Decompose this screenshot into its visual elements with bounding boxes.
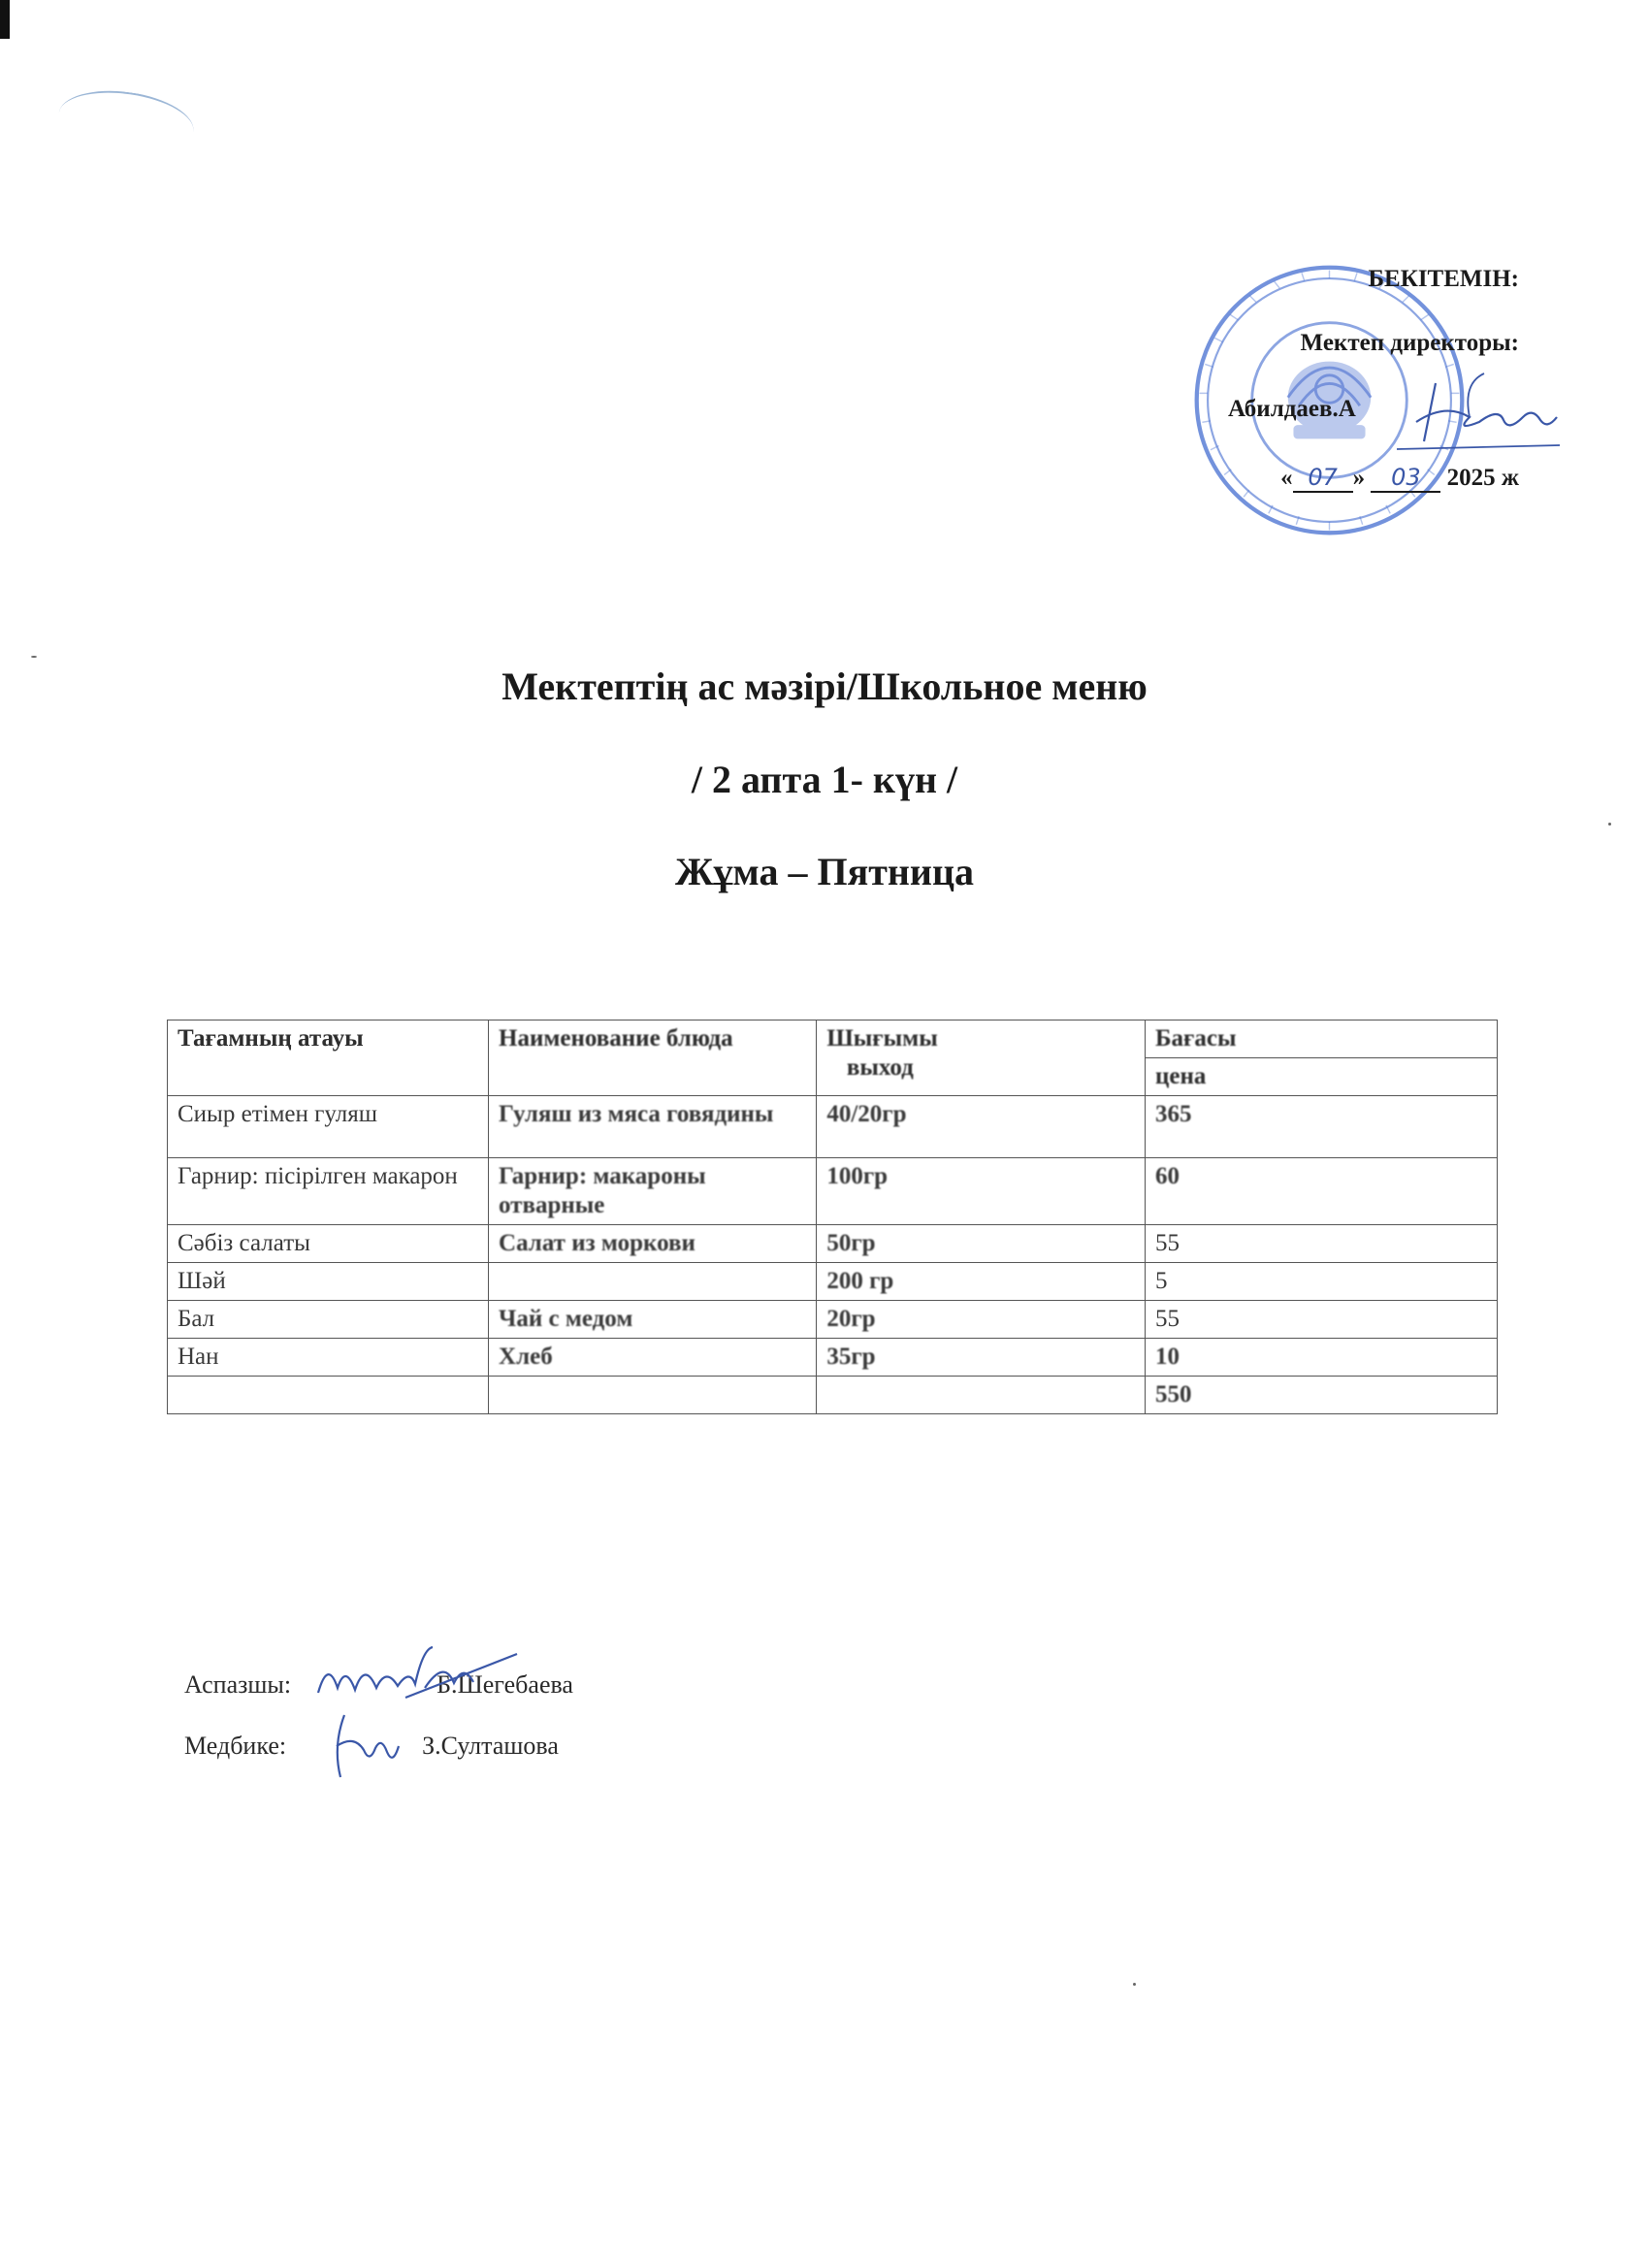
menu-table	[167, 1020, 1498, 1414]
cook-role: Аспазшы:	[184, 1670, 292, 1699]
approval-date	[1280, 464, 1519, 493]
cell-kz: Гарнир: пісірілген макарон	[168, 1158, 489, 1225]
cell-ru: Гарнир: макароны отварные	[489, 1158, 817, 1225]
cell-price: 10	[1146, 1339, 1498, 1377]
cell-price: 60	[1146, 1158, 1498, 1225]
cell-yield: 200 гр	[817, 1263, 1146, 1301]
table-row	[168, 1263, 1498, 1301]
header-price-kz: Бағасы	[1146, 1021, 1498, 1058]
approval-position: Мектеп директоры:	[1300, 330, 1519, 356]
cell-kz: Сәбіз салаты	[168, 1225, 489, 1263]
approval-title: БЕКІТЕМІН:	[1368, 266, 1519, 292]
cell-empty	[489, 1377, 817, 1414]
cell-kz: Бал	[168, 1301, 489, 1339]
scan-artifact	[54, 83, 197, 162]
total-price: 550	[1146, 1377, 1498, 1414]
cell-ru	[489, 1263, 817, 1301]
approval-block	[1145, 262, 1533, 553]
table-row	[168, 1301, 1498, 1339]
cell-yield: 20гр	[817, 1301, 1146, 1339]
nurse-role: Медбике:	[184, 1732, 287, 1760]
date-year: 2025 ж	[1446, 465, 1519, 491]
cook-name: Б.Шегебаева	[436, 1670, 573, 1699]
cell-kz: Шәй	[168, 1263, 489, 1301]
header-price-ru: цена	[1146, 1058, 1498, 1096]
cell-yield: 100гр	[817, 1158, 1146, 1225]
table-row	[168, 1096, 1498, 1158]
cell-kz: Нан	[168, 1339, 489, 1377]
table-header-row	[168, 1021, 1498, 1058]
scan-speck	[1133, 1983, 1136, 1986]
scan-speck	[1608, 823, 1611, 826]
cell-yield: 50гр	[817, 1225, 1146, 1263]
approval-name: Абилдаев.А	[1228, 396, 1356, 422]
scan-speck	[31, 656, 37, 658]
cell-price: 55	[1146, 1301, 1498, 1339]
cook-signature	[308, 1639, 522, 1717]
cell-ru: Гуляш из мяса говядины	[489, 1096, 817, 1158]
cell-ru: Хлеб	[489, 1339, 817, 1377]
cell-empty	[817, 1377, 1146, 1414]
cell-yield: 35гр	[817, 1339, 1146, 1377]
weekday-label: Жұма – Пятница	[674, 850, 975, 893]
director-signature	[1377, 364, 1562, 470]
header-yield	[817, 1021, 1146, 1096]
header-ru-name: Наименование блюда	[489, 1021, 817, 1096]
cell-yield: 40/20гр	[817, 1096, 1146, 1158]
header-yield-ru: выход	[846, 1054, 914, 1081]
cell-price: 365	[1146, 1096, 1498, 1158]
cell-ru: Чай с медом	[489, 1301, 817, 1339]
table-row	[168, 1158, 1498, 1225]
date-month: 03	[1371, 464, 1440, 493]
cell-kz: Сиыр етімен гуляш	[168, 1096, 489, 1158]
nurse-signature	[315, 1707, 403, 1785]
nurse-name: З.Султашова	[422, 1732, 559, 1760]
week-day-label: / 2 апта 1- күн /	[691, 758, 958, 801]
date-open-quote: «	[1280, 465, 1293, 491]
cell-price: 5	[1146, 1263, 1498, 1301]
header-kz-name: Тағамның атауы	[168, 1021, 489, 1096]
cell-ru: Салат из моркови	[489, 1225, 817, 1263]
cell-price: 55	[1146, 1225, 1498, 1263]
date-close-quote: »	[1352, 465, 1366, 491]
table-total-row	[168, 1377, 1498, 1414]
header-yield-kz: Шығымы	[826, 1025, 938, 1052]
cell-empty	[168, 1377, 489, 1414]
scan-corner-mark	[0, 0, 10, 39]
date-day: 07	[1293, 464, 1353, 493]
table-row	[168, 1339, 1498, 1377]
table-row	[168, 1225, 1498, 1263]
page-title: Мектептің ас мәзірі/Школьное меню	[501, 664, 1148, 708]
